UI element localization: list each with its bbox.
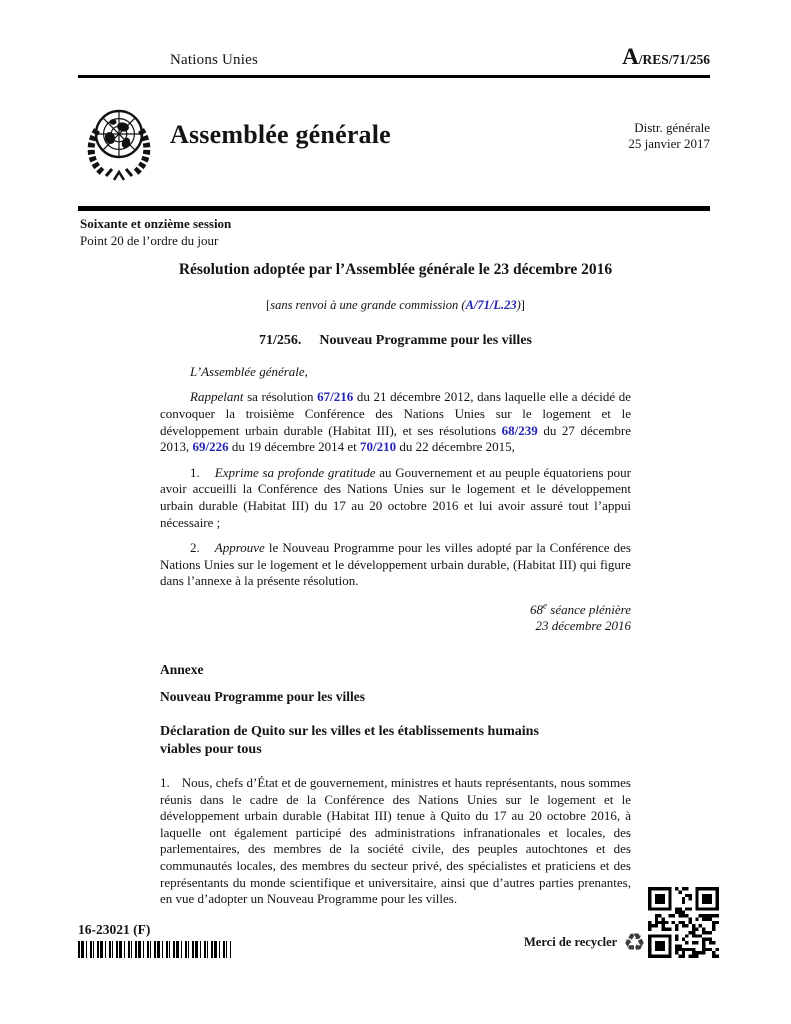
paragraph-number: 1. (160, 775, 170, 791)
doc-reference-link[interactable]: A/71/L.23 (465, 297, 517, 312)
text-column (160, 364, 631, 908)
distribution-type: Distr. générale (634, 120, 710, 135)
meeting-date: 23 décembre 2016 (535, 617, 631, 633)
annex-label: Annexe (160, 661, 204, 677)
header-rule (78, 75, 710, 78)
preamble-paragraph: Rappelant sa résolution 67/216 du 21 décembre 2012, dans laquelle elle a décidé de convoquer la troisième Conférence des Nations Unies sur le logement et le développement urbain durable (Habitat III), et ses résolutions 68/239 du 27 décembre 2013, 69/226 du 19 décembre 2014 et 70/210 du 22 décembre 2015, (160, 389, 631, 455)
meeting-record (160, 602, 631, 634)
operative-paragraph-2 (160, 540, 631, 590)
job-number: 16-23021 (F) (78, 922, 151, 937)
annex-title: Nouveau Programme pour les villes (160, 688, 365, 704)
document-symbol-letter: A (622, 44, 639, 69)
doc-reference-link[interactable]: 69/226 (192, 439, 229, 455)
org-name: Nations Unies (170, 52, 259, 68)
meeting-number: 68e séance plénière (530, 600, 631, 617)
document-symbol-rest: /RES/71/256 (638, 52, 710, 67)
document-symbol (622, 44, 710, 70)
doc-reference-link[interactable]: 70/210 (360, 439, 397, 455)
operative-paragraph-1 (160, 465, 631, 531)
recycle-note (524, 930, 646, 955)
session-name: Soixante et onzième session (80, 216, 232, 231)
preamble-opening: L’Assemblée générale, (190, 363, 308, 379)
paragraph-text: Nous, chefs d’État et de gouvernement, ministres et hauts représentants, nous sommes réunis dans le cadre de la Conférence des Nations Unies sur le logement et le développement urbain durable (Habitat III) tenue à Quito du 17 au 20 octobre 2016, à laquelle ont également participé des administrations infranationales et locales, des parlementaires, des membres de la société civile, des peuples autochtones et des communautés locales, des membres du secteur privé, des spécialistes et praticiens et des représentants du monde scientifique et universitaire, ainsi que d’autres parties prenantes, en vue d’adopter un Nouveau Programme pour les villes. (160, 775, 631, 907)
organ-title: Assemblée générale (170, 120, 391, 149)
recycle-icon: ♻ (623, 928, 646, 957)
resolution-title-text: Nouveau Programme pour les villes (319, 333, 532, 349)
qr-code (648, 887, 719, 958)
distribution-block (628, 120, 710, 152)
un-emblem-icon (84, 96, 154, 189)
paragraph-text: Approuve le Nouveau Programme pour les villes adopté par la Conférence des Nations Unies sur le logement et le développement urbain durable, (Habitat III) qui figure dans l’annexe à la présente résolution. (160, 540, 631, 589)
paragraph-number: 1. (190, 464, 200, 480)
annex-paragraph-1 (160, 775, 631, 908)
paragraph-number: 2. (190, 540, 200, 556)
resolution-heading: Résolution adoptée par l’Assemblée générale le 23 décembre 2016 (178, 261, 613, 278)
annex-subtitle: Déclaration de Quito sur les villes et les établissements humains viables pour tous (160, 724, 539, 758)
referral-note: [sans renvoi à une grande commission (A/71/L.23)] (266, 297, 525, 312)
doc-reference-link[interactable]: 67/216 (317, 389, 354, 405)
distribution-date: 25 janvier 2017 (628, 136, 710, 151)
section-rule (78, 206, 710, 211)
document-body (80, 262, 711, 917)
session-block (80, 216, 231, 249)
doc-reference-link[interactable]: 68/239 (501, 422, 538, 438)
agenda-item: Point 20 de l’ordre du jour (80, 232, 219, 248)
recycle-label: Merci de recycler (524, 935, 618, 949)
resolution-title (80, 333, 711, 350)
resolution-number: 71/256. (259, 333, 302, 349)
paragraph-text: Exprime sa profonde gratitude au Gouvernement et au peuple équatoriens pour avoir accueilli la Conférence des Nations Unies sur le logement et le développement urbain durable (Habitat III) du 17 au 20 octobre 2016 et lui avoir assuré tout l’appui nécessaire ; (160, 464, 631, 530)
barcode (78, 941, 231, 958)
